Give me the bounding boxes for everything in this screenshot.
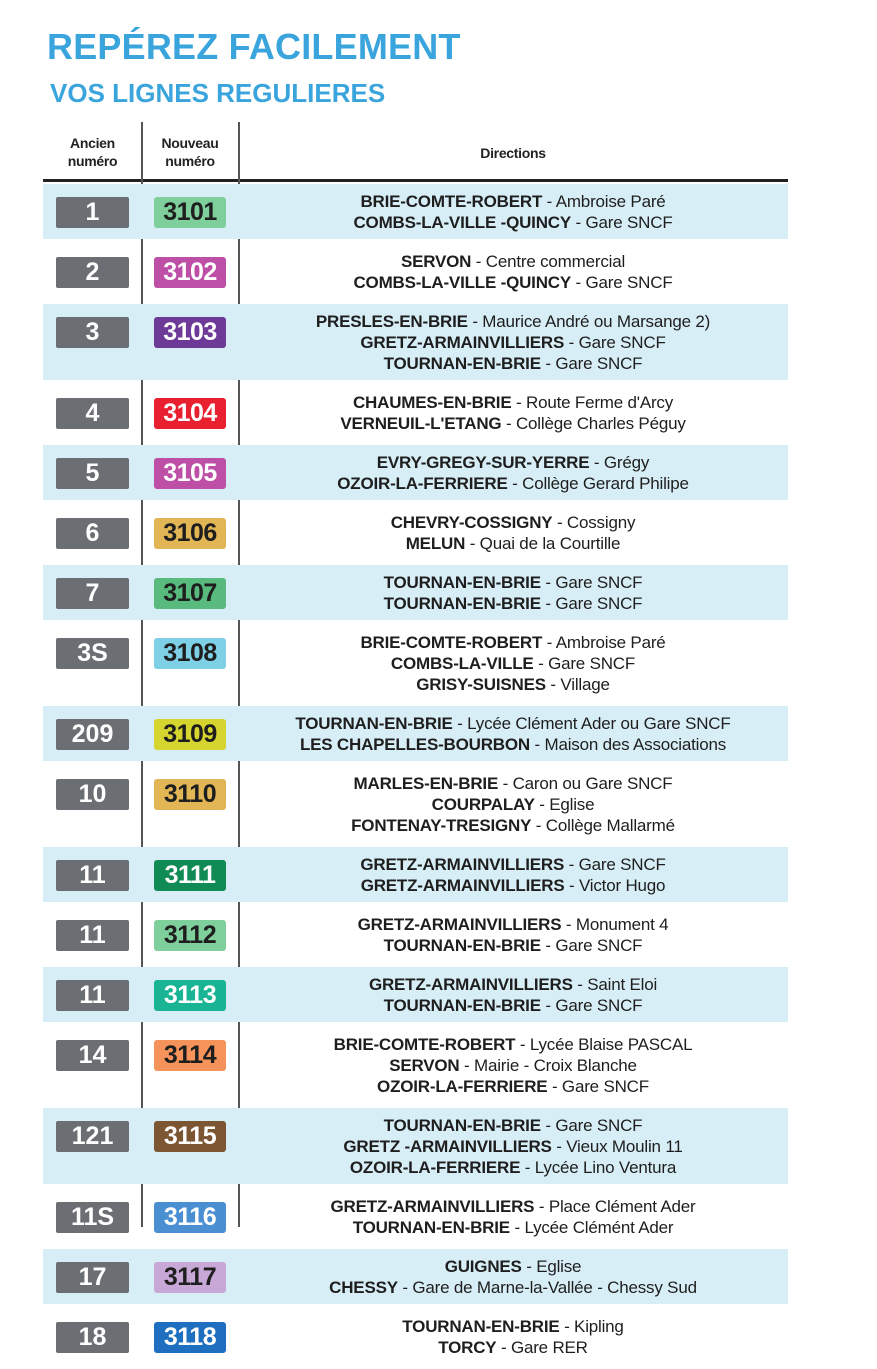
direction-line [238, 392, 788, 413]
direction-line [238, 875, 788, 896]
direction-stop: - Maurice André ou Marsange 2) [467, 312, 711, 331]
direction-place: GRETZ-ARMAINVILLIERS [368, 975, 573, 994]
old-line-number-badge: 3S [56, 638, 129, 669]
direction-line [238, 1256, 788, 1277]
direction-place: TOURNAN-EN-BRIE [295, 714, 453, 733]
direction-place: TORCY [438, 1338, 497, 1357]
direction-stop: - Victor Hugo [564, 876, 666, 895]
direction-place: FONTENAY-TRESIGNY [351, 816, 532, 835]
old-line-number-badge: 14 [56, 1040, 129, 1071]
directions-cell [238, 766, 788, 842]
old-line-number-badge: 10 [56, 779, 129, 810]
page-subtitle: VOS LIGNES REGULIERES [50, 78, 386, 108]
directions-cell [238, 625, 788, 701]
table-row [43, 625, 788, 701]
new-line-number-badge: 3104 [154, 398, 226, 429]
direction-line [238, 251, 788, 272]
old-line-number-badge: 2 [56, 257, 129, 288]
new-line-number-badge: 3111 [154, 860, 226, 891]
direction-place: COURPALAY [431, 795, 535, 814]
direction-line [238, 1217, 788, 1238]
table-row [43, 907, 788, 962]
new-line-number-badge: 3117 [154, 1262, 226, 1293]
direction-stop: - Lycée Clémént Ader [509, 1218, 674, 1237]
direction-line [238, 632, 788, 653]
direction-place: GRETZ -ARMAINVILLIERS [343, 1137, 552, 1156]
table-row [43, 505, 788, 560]
direction-line [238, 1136, 788, 1157]
direction-line [238, 212, 788, 233]
direction-stop: - Saint Eloi [572, 975, 658, 994]
direction-stop: - Lycée Lino Ventura [520, 1158, 677, 1177]
direction-stop: - Gare SNCF [540, 936, 643, 955]
direction-stop: - Collège Charles Péguy [501, 414, 686, 433]
direction-place: BRIE-COMTE-ROBERT [333, 1035, 516, 1054]
direction-stop: - Eglise [521, 1257, 582, 1276]
directions-cell [238, 1027, 788, 1103]
direction-place: OZOIR-LA-FERRIERE [337, 474, 508, 493]
directions-cell [238, 565, 788, 620]
direction-place: COMBS-LA-VILLE [390, 654, 534, 673]
old-line-number-badge: 11 [56, 980, 129, 1011]
directions-cell [238, 445, 788, 500]
directions-cell [238, 907, 788, 962]
direction-line [238, 773, 788, 794]
table-row [43, 706, 788, 761]
direction-stop: - Gare SNCF [571, 273, 673, 292]
direction-place: GRETZ-ARMAINVILLIERS [357, 915, 562, 934]
direction-line [238, 1157, 788, 1178]
direction-stop: - Caron ou Gare SNCF [498, 774, 673, 793]
old-line-number-badge: 6 [56, 518, 129, 549]
direction-stop: - Gare SNCF [547, 1077, 649, 1096]
new-line-number-badge: 3112 [154, 920, 226, 951]
old-line-number-badge: 11 [56, 920, 129, 951]
old-line-number-badge: 4 [56, 398, 129, 429]
direction-stop: - Quai de la Courtille [465, 534, 621, 553]
direction-stop: - Gare SNCF [540, 354, 643, 373]
direction-stop: - Collège Mallarmé [531, 816, 675, 835]
direction-stop: - Eglise [534, 795, 595, 814]
direction-place: TOURNAN-EN-BRIE [383, 354, 541, 373]
direction-stop: - Gare RER [496, 1338, 588, 1357]
direction-place: EVRY-GREGY-SUR-YERRE [376, 453, 590, 472]
direction-stop: - Vieux Moulin 11 [551, 1137, 683, 1156]
direction-stop: - Gare SNCF [540, 1116, 643, 1135]
direction-place: SERVON [389, 1056, 460, 1075]
old-line-number-badge: 7 [56, 578, 129, 609]
new-line-number-badge: 3110 [154, 779, 226, 810]
new-line-number-badge: 3116 [154, 1202, 226, 1233]
header-directions: Directions [480, 145, 546, 161]
new-line-number-badge: 3115 [154, 1121, 226, 1152]
direction-line [238, 593, 788, 614]
directions-cell [238, 1189, 788, 1244]
direction-line [238, 191, 788, 212]
table-header [43, 122, 788, 182]
direction-stop: - Kipling [559, 1317, 624, 1336]
directions-cell [238, 304, 788, 380]
directions-cell [238, 505, 788, 560]
direction-stop: - Gare SNCF [540, 573, 643, 592]
direction-place: BRIE-COMTE-ROBERT [360, 192, 543, 211]
directions-cell [238, 967, 788, 1022]
direction-place: MARLES-EN-BRIE [353, 774, 499, 793]
direction-place: GUIGNES [444, 1257, 522, 1276]
old-line-number-badge: 11 [56, 860, 129, 891]
table-row [43, 244, 788, 299]
old-line-number-badge: 11S [56, 1202, 129, 1233]
direction-line [238, 1277, 788, 1298]
direction-stop: - Lycée Clément Ader ou Gare SNCF [452, 714, 731, 733]
direction-place: CHEVRY-COSSIGNY [390, 513, 553, 532]
direction-line [238, 572, 788, 593]
direction-place: GRETZ-ARMAINVILLIERS [330, 1197, 535, 1216]
new-line-number-badge: 3107 [154, 578, 226, 609]
direction-place: TOURNAN-EN-BRIE [402, 1317, 560, 1336]
direction-stop: - Lycée Blaise PASCAL [515, 1035, 693, 1054]
direction-place: TOURNAN-EN-BRIE [383, 1116, 541, 1135]
direction-line [238, 353, 788, 374]
new-line-number-badge: 3114 [154, 1040, 226, 1071]
new-line-number-badge: 3113 [154, 980, 226, 1011]
table-row [43, 445, 788, 500]
new-line-number-badge: 3109 [154, 719, 226, 750]
direction-stop: - Route Ferme d'Arcy [511, 393, 674, 412]
direction-line [238, 1316, 788, 1337]
direction-stop: - Monument 4 [561, 915, 669, 934]
table-row [43, 565, 788, 620]
table-row [43, 847, 788, 902]
old-line-number-badge: 209 [56, 719, 129, 750]
new-line-number-badge: 3118 [154, 1322, 226, 1353]
direction-line [238, 713, 788, 734]
direction-line [238, 452, 788, 473]
old-line-number-badge: 18 [56, 1322, 129, 1353]
direction-line [238, 1076, 788, 1097]
direction-place: OZOIR-LA-FERRIERE [377, 1077, 548, 1096]
direction-line [238, 1337, 788, 1358]
direction-line [238, 653, 788, 674]
table-row [43, 766, 788, 842]
old-line-number-badge: 17 [56, 1262, 129, 1293]
direction-place: CHESSY [329, 1278, 398, 1297]
direction-stop: - Village [545, 675, 610, 694]
old-line-number-badge: 121 [56, 1121, 129, 1152]
direction-stop: - Maison des Associations [529, 735, 727, 754]
direction-stop: - Place Clément Ader [534, 1197, 696, 1216]
direction-line [238, 734, 788, 755]
direction-place: GRISY-SUISNES [416, 675, 546, 694]
new-line-number-badge: 3101 [154, 197, 226, 228]
old-line-number-badge: 5 [56, 458, 129, 489]
new-line-number-badge: 3103 [154, 317, 226, 348]
direction-place: TOURNAN-EN-BRIE [383, 573, 541, 592]
direction-line [238, 1115, 788, 1136]
direction-stop: - Ambroise Paré [542, 633, 666, 652]
header-new-number: Nouveau numéro [161, 135, 219, 169]
direction-line [238, 1034, 788, 1055]
table-row [43, 967, 788, 1022]
direction-line [238, 1196, 788, 1217]
direction-place: MELUN [405, 534, 466, 553]
old-line-number-badge: 1 [56, 197, 129, 228]
direction-stop: - Mairie - Croix Blanche [459, 1056, 637, 1075]
direction-place: LES CHAPELLES-BOURBON [299, 735, 530, 754]
direction-place: GRETZ-ARMAINVILLIERS [360, 333, 565, 352]
directions-cell [238, 1309, 788, 1364]
table-row [43, 184, 788, 239]
direction-place: BRIE-COMTE-ROBERT [360, 633, 543, 652]
direction-line [238, 815, 788, 836]
direction-place: COMBS-LA-VILLE -QUINCY [353, 213, 571, 232]
direction-stop: - Gare SNCF [540, 996, 643, 1015]
direction-line [238, 854, 788, 875]
direction-stop: - Ambroise Paré [542, 192, 666, 211]
direction-line [238, 794, 788, 815]
direction-stop: - Gare SNCF [571, 213, 673, 232]
direction-line [238, 512, 788, 533]
table-row [43, 1309, 788, 1364]
new-line-number-badge: 3108 [154, 638, 226, 669]
direction-line [238, 311, 788, 332]
directions-cell [238, 706, 788, 761]
direction-line [238, 995, 788, 1016]
direction-line [238, 473, 788, 494]
direction-place: TOURNAN-EN-BRIE [383, 936, 541, 955]
direction-place: PRESLES-EN-BRIE [315, 312, 468, 331]
direction-line [238, 935, 788, 956]
direction-line [238, 332, 788, 353]
direction-place: COMBS-LA-VILLE -QUINCY [353, 273, 571, 292]
direction-line [238, 914, 788, 935]
new-line-number-badge: 3106 [154, 518, 226, 549]
direction-place: CHAUMES-EN-BRIE [352, 393, 512, 412]
directions-cell [238, 1108, 788, 1184]
new-line-number-badge: 3102 [154, 257, 226, 288]
direction-line [238, 413, 788, 434]
direction-stop: - Gare SNCF [564, 855, 666, 874]
direction-line [238, 272, 788, 293]
directions-cell [238, 184, 788, 239]
direction-place: TOURNAN-EN-BRIE [352, 1218, 510, 1237]
direction-place: VERNEUIL-L'ETANG [340, 414, 502, 433]
direction-stop: - Gare de Marne-la-Vallée - Chessy Sud [397, 1278, 697, 1297]
direction-stop: - Grégy [589, 453, 650, 472]
directions-cell [238, 385, 788, 440]
direction-place: TOURNAN-EN-BRIE [383, 996, 541, 1015]
table-row [43, 1108, 788, 1184]
direction-stop: - Gare SNCF [540, 594, 643, 613]
direction-place: GRETZ-ARMAINVILLIERS [360, 855, 565, 874]
direction-place: TOURNAN-EN-BRIE [383, 594, 541, 613]
direction-stop: - Gare SNCF [533, 654, 636, 673]
directions-cell [238, 244, 788, 299]
table-row [43, 1249, 788, 1304]
direction-stop: - Gare SNCF [564, 333, 666, 352]
directions-cell [238, 847, 788, 902]
page-title: REPÉREZ FACILEMENT [47, 26, 461, 67]
direction-line [238, 1055, 788, 1076]
new-line-number-badge: 3105 [154, 458, 226, 489]
table-row [43, 1027, 788, 1103]
old-line-number-badge: 3 [56, 317, 129, 348]
table-row [43, 385, 788, 440]
direction-stop: - Collège Gerard Philipe [507, 474, 689, 493]
direction-line [238, 674, 788, 695]
table-row [43, 304, 788, 380]
direction-stop: - Cossigny [552, 513, 636, 532]
direction-line [238, 533, 788, 554]
direction-place: SERVON [400, 252, 472, 271]
table-row [43, 1189, 788, 1244]
direction-place: OZOIR-LA-FERRIERE [349, 1158, 521, 1177]
directions-cell [238, 1249, 788, 1304]
direction-line [238, 974, 788, 995]
direction-stop: - Centre commercial [471, 252, 626, 271]
header-old-number: Ancien numéro [67, 135, 118, 169]
lines-table [43, 184, 788, 1369]
direction-place: GRETZ-ARMAINVILLIERS [360, 876, 565, 895]
